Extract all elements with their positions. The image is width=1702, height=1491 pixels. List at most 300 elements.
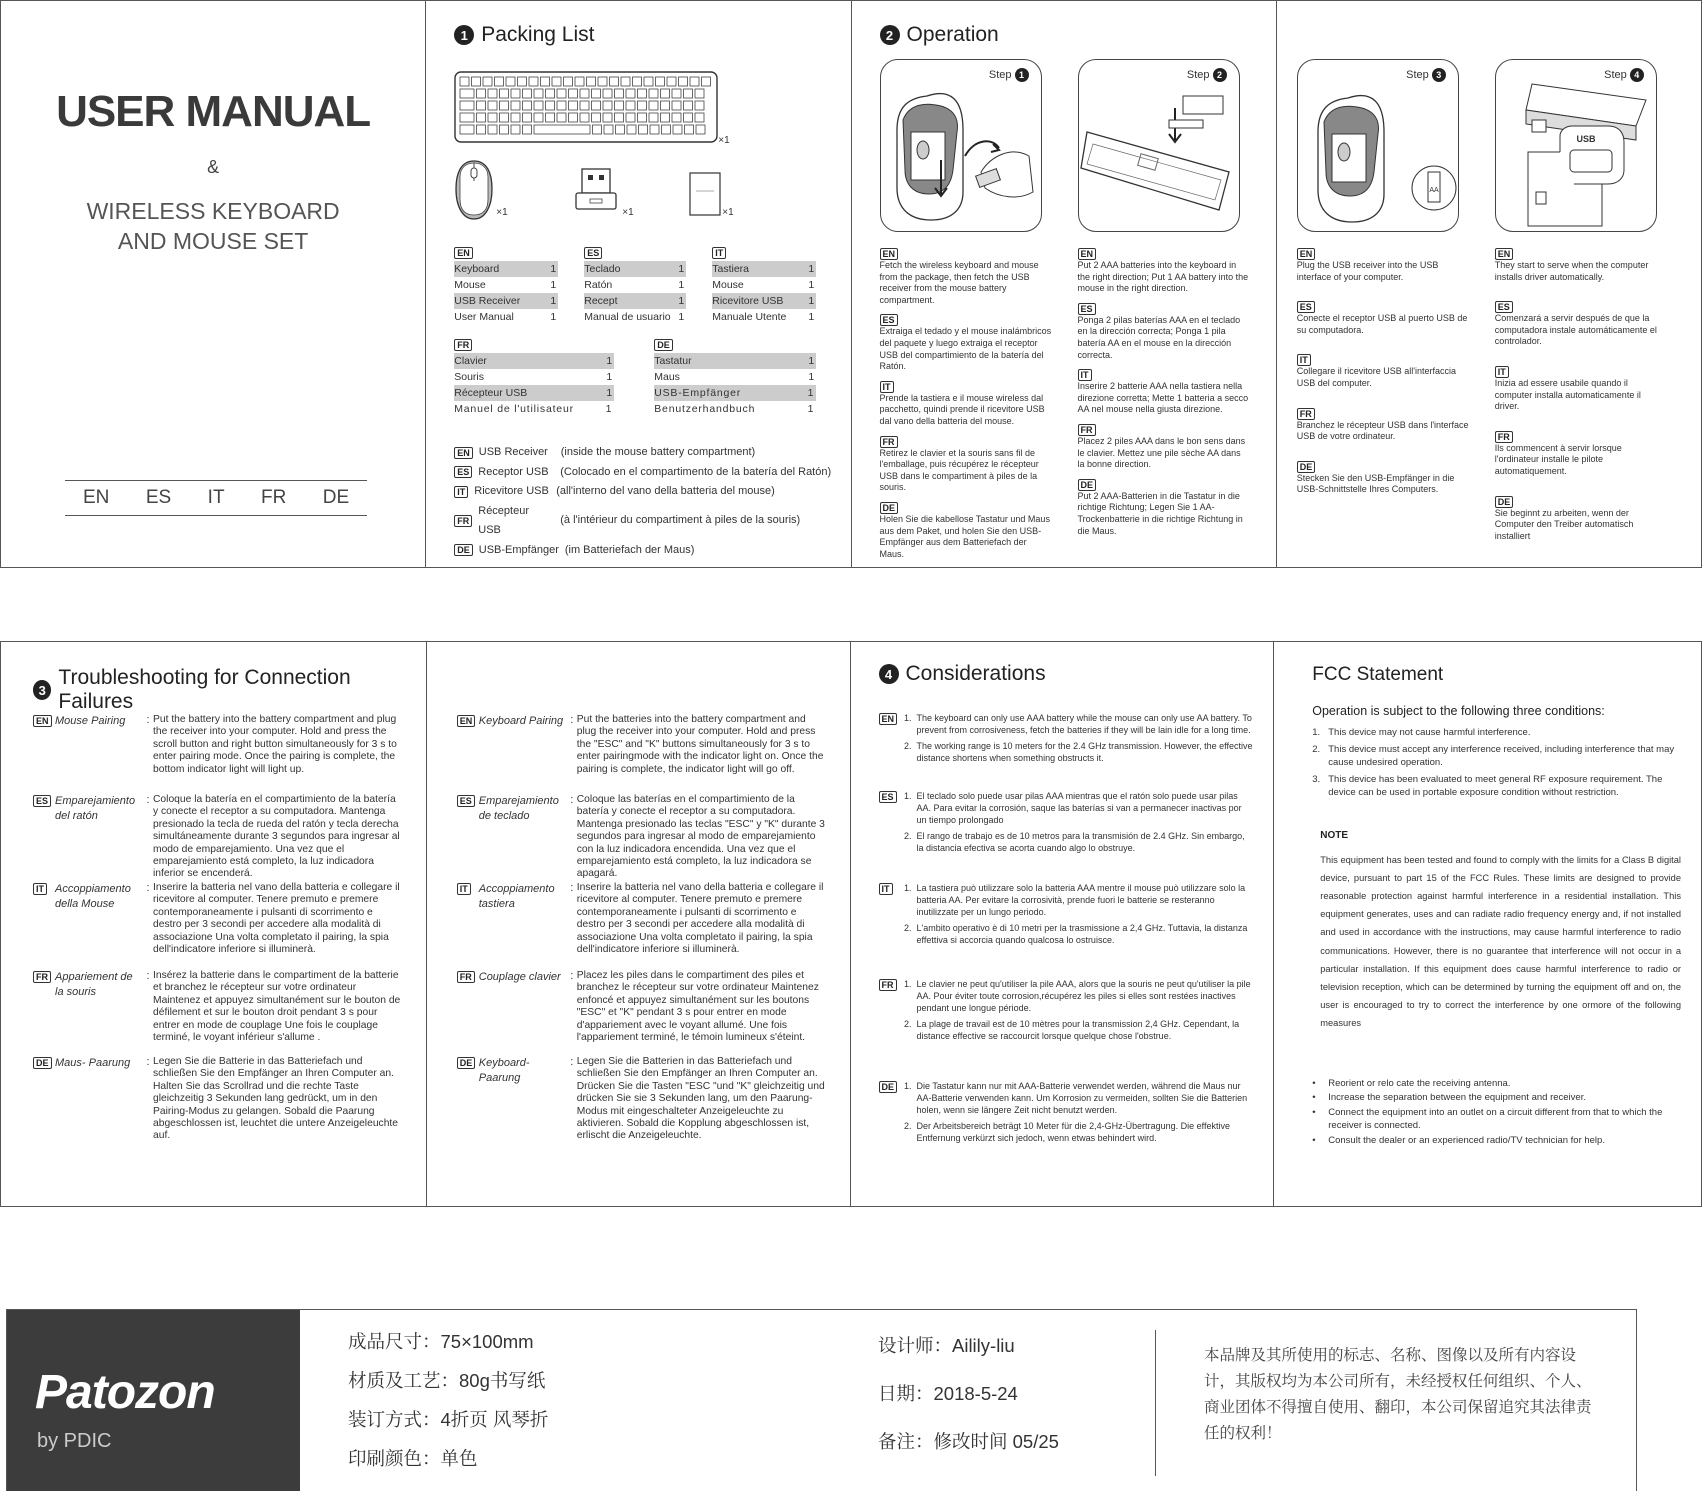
keyboard-key — [644, 77, 653, 86]
keyboard-key — [695, 113, 704, 122]
instruction-text: Put 2 AAA batteries into the keyboard in the right direction; Put 1 AA battery into the mouse in the right direction. — [1077, 260, 1249, 294]
step-word: Step — [1406, 69, 1429, 81]
cover-language: EN — [83, 487, 110, 508]
keyboard-key — [534, 101, 543, 110]
keyboard-key — [477, 89, 486, 98]
pairing-text: Put the batteries into the battery compartment and plug the receiver into your computer. Hold and press the "ESC" and "K" buttons simultaneously for 3 s to enter pairingmode with the indicator light on. Once the pairing is complete, the indicator light will go off. — [576, 714, 824, 775]
packing-row — [454, 309, 558, 325]
list-number: 3. — [1312, 773, 1321, 785]
instruction-block — [1078, 479, 1250, 537]
item-qty: 1 — [678, 295, 685, 308]
keyboard-key — [506, 77, 515, 86]
usb-note-name: Récepteur USB — [478, 504, 530, 536]
consideration-text: El teclado solo puede usar pilas AAA mientras que el ratón solo puede usar pilas AA. Para evitar la corrosión, saque las baterías si van a permanecer inactivas por un tiempo prolongado — [916, 791, 1242, 825]
keyboard-key — [575, 77, 584, 86]
item-qty: 1 — [550, 295, 557, 308]
keyboard-key — [603, 101, 612, 110]
fcc-measure-text: Reorient or relo cate the receiving antenna. — [1328, 1077, 1511, 1089]
spec-remark: 备注：修改时间 05/25 — [878, 1431, 1059, 1452]
instruction-text: Placez 2 piles AAA dans le bon sens dans le clavier. Mettez une pile sèche AA dans la bonne direction. — [1077, 435, 1246, 470]
separator: : — [570, 882, 574, 894]
separator: : — [146, 882, 150, 894]
item-qty: 1 — [808, 279, 815, 292]
item-name: Benutzerhandbuch — [654, 403, 756, 416]
lang-tag: ES — [457, 795, 475, 807]
keyboard-key — [615, 113, 624, 122]
step-number-badge: 4 — [1630, 68, 1644, 82]
pairing-label: Couplage clavier — [478, 971, 561, 983]
fcc-note-text: This equipment has been tested and found to comply with the limits for a Class B digital device, pursuant to part 15 of the FCC Rules. These limits are designed to provide reasonable protection against harmful interference in a residential installation. This equipment generates, uses and can radiate radio frequency energy and, if not installed and used in accordance with the instructions, may cause harmful interference to radio communications. However, there is no guarantee that interference will not occur in a particular installation. If this equipment does cause harmful interference to radio or television reception, which can be determined by turning the equipment off and on, the user is encouraged to try to correct the interference by one ormore of the following measures — [1320, 854, 1681, 1029]
pairing-instruction — [457, 882, 826, 956]
packing-row — [584, 261, 686, 277]
packing-row — [454, 293, 558, 309]
keyboard-key — [695, 89, 704, 98]
instruction-text: Ponga 2 pilas baterías AAA en el teclado en la dirección correcta; Ponga 1 pila batería AA en el mouse en la dirección correcta. — [1077, 314, 1241, 360]
pairing-text: Placez les piles dans le compartiment des piles et branchez le récepteur sur votre ordinateur Maintenez enfoncé et appuyez simultanément sur les boutons "ESC" et "K" pendant 3 s pour entrer en mode d'appariement avec le voyant allumé. Une fois l'appariement terminé, le témoin lumineux s'éteint. — [576, 970, 819, 1044]
packing-row — [584, 293, 686, 309]
lang-tag: IT — [33, 883, 47, 895]
list-number: 2. — [903, 741, 912, 751]
packing-row — [454, 353, 614, 369]
keyboard-key — [593, 125, 602, 134]
keyboard-illustration — [454, 71, 746, 149]
lang-tag: ES — [1078, 303, 1096, 315]
mouse-illustration — [454, 159, 494, 221]
keyboard-key — [460, 77, 469, 86]
keyboard-key — [460, 113, 474, 122]
fcc-measure — [1312, 1091, 1681, 1105]
item-name: Keyboard — [454, 263, 500, 276]
instruction-block — [1078, 424, 1250, 471]
keyboard-key — [672, 113, 681, 122]
operation-panel-continued — [1277, 1, 1701, 567]
lang-tag: EN — [454, 447, 473, 459]
item-name: USB Receiver — [454, 295, 521, 308]
instruction-block — [1495, 366, 1667, 413]
usb-note-row — [454, 443, 831, 463]
fcc-condition — [1312, 773, 1681, 800]
user-manual-quantity: ×1 — [722, 207, 734, 218]
keyboard-key — [626, 113, 635, 122]
operation-title: Operation — [906, 23, 999, 46]
usb-note-text: (im Batteriefach der Maus) — [564, 543, 695, 556]
keyboard-key — [460, 125, 474, 134]
step-word: Step — [1186, 69, 1210, 81]
keyboard-key — [598, 77, 607, 86]
lang-tag: DE — [880, 502, 899, 514]
lang-tag: IT — [454, 486, 468, 498]
keyboard-key — [649, 101, 658, 110]
keyboard-key — [638, 101, 647, 110]
packing-group-it — [712, 247, 816, 325]
step-1-instructions — [880, 248, 1052, 567]
keyboard-key — [639, 125, 648, 134]
keyboard-key — [580, 89, 589, 98]
keyboard-key — [500, 89, 509, 98]
troubleshoot-title: Troubleshooting for Connection Failures — [58, 666, 351, 713]
keyboard-key — [569, 89, 578, 98]
cover-language: IT — [207, 487, 225, 508]
instruction-text: Put 2 AAA-Batterien in die Tastatur in die richtige Richtung; Legen Sie 1 AA-Trockenbatterie in die richtige Richtung in die Maus. — [1077, 490, 1243, 536]
keyboard-key — [564, 77, 573, 86]
instruction-block — [1495, 301, 1667, 348]
list-number: 2. — [903, 923, 912, 933]
keyboard-key — [557, 101, 566, 110]
fcc-condition — [1312, 743, 1681, 770]
consideration-block — [879, 882, 1254, 950]
consideration-block — [879, 1080, 1254, 1148]
keyboard-key — [488, 125, 497, 134]
lang-tag: EN — [880, 248, 899, 260]
lang-tag: EN — [1495, 248, 1514, 260]
section-number-badge: 2 — [880, 25, 900, 45]
consideration-text: The working range is 10 meters for the 2.4 GHz transmission. However, the effective distance shortens when something obstructs it. — [916, 741, 1253, 763]
packing-row — [712, 309, 816, 325]
packing-group-es — [584, 247, 686, 325]
usb-note-row — [454, 541, 831, 561]
lang-tag: FR — [457, 971, 475, 983]
brand-logo: Patozon — [35, 1366, 215, 1419]
lang-tag: IT — [1297, 354, 1311, 366]
instruction-block — [1297, 248, 1469, 283]
instruction-block — [1495, 431, 1667, 478]
keyboard-key — [603, 89, 612, 98]
consideration-text: El rango de trabajo es de 10 metros para la transmisión de 2.4 GHz. Sin embargo, la distancia efectiva se acorta cuando algo lo obstruye. — [916, 831, 1245, 853]
keyboard-key — [696, 125, 705, 134]
keyboard-key — [587, 77, 596, 86]
lang-tag: IT — [879, 883, 893, 895]
lang-tag: EN — [879, 713, 898, 725]
keyboard-key — [626, 101, 635, 110]
packing-row — [454, 401, 614, 417]
brand-block — [7, 1310, 300, 1491]
pairing-label: Accoppiamento tastiera — [478, 883, 555, 910]
instruction-block — [1297, 461, 1469, 496]
instruction-text: Conecte el receptor USB al puerto USB de su computadora. — [1296, 313, 1468, 335]
instruction-block — [1078, 369, 1250, 416]
lang-tag: ES — [33, 795, 51, 807]
keyboard-quantity: ×1 — [718, 135, 730, 146]
keyboard-key — [534, 89, 543, 98]
item-name: Recept — [584, 295, 618, 308]
keyboard-key — [552, 77, 561, 86]
keyboard-key — [672, 89, 681, 98]
keyboard-key — [511, 125, 520, 134]
keyboard-key — [477, 113, 486, 122]
instruction-block — [880, 502, 1052, 560]
keyboard-key — [695, 101, 704, 110]
cover-subtitle — [1, 196, 425, 256]
keyboard-key — [541, 77, 550, 86]
keyboard-key — [460, 89, 474, 98]
item-qty: 1 — [808, 263, 815, 276]
mouse-battery-icon — [1298, 60, 1459, 232]
usb-note-text: (à l'intérieur du compartiment à piles de la souris) — [560, 514, 801, 527]
keyboard-key — [546, 113, 555, 122]
item-name: Manuale Utente — [712, 311, 787, 324]
fcc-measure — [1312, 1106, 1681, 1133]
mouse-underside-icon — [881, 60, 1042, 232]
instruction-text: Prende la tastiera e il mouse wireless dal pacchetto, quindi prende il ricevitore USB dal vano della batteria del mouse. — [879, 392, 1045, 426]
fcc-measure-text: Consult the dealer or an experienced radio/TV technician for help. — [1328, 1134, 1605, 1146]
instruction-text: Retirez le clavier et la souris sans fil de l'emballage, puis récupérez le récepteur USB dans le compartiment à piles de la souris. — [879, 447, 1039, 493]
keyboard-key — [650, 125, 659, 134]
fcc-panel — [1274, 642, 1701, 1206]
step-word: Step — [1604, 69, 1627, 81]
lang-tag: EN — [1078, 248, 1097, 260]
troubleshoot-heading — [33, 666, 402, 714]
item-qty: 1 — [550, 311, 557, 324]
packing-row — [584, 277, 686, 293]
consideration-text: Der Arbeitsbereich beträgt 10 Meter für die 2,4-GHz-Übertragung. Die effektive Entfernung verkürzt sich jedoch, wenn etwas behindert wird. — [916, 1121, 1230, 1143]
item-qty: 1 — [606, 371, 613, 384]
print-spec-right — [878, 1322, 1059, 1466]
keyboard-key — [523, 113, 532, 122]
lang-tag: DE — [457, 1057, 476, 1069]
instruction-text: Sie beginnt zu arbeiten, wenn der Computer den Treiber automatisch installiert — [1494, 507, 1634, 541]
fcc-title: FCC Statement — [1312, 664, 1444, 685]
instruction-block — [1297, 408, 1469, 443]
list-number: 1. — [903, 883, 912, 893]
keyboard-key — [592, 113, 601, 122]
keyboard-key — [684, 113, 693, 122]
item-qty: 1 — [807, 387, 815, 400]
lang-tag: ES — [1495, 301, 1513, 313]
item-qty: 1 — [678, 279, 685, 292]
troubleshoot-mouse-panel — [1, 642, 427, 1206]
instruction-text: Inizia ad essere usabile quando il computer installa automaticamente il driver. — [1494, 377, 1641, 412]
item-qty: 1 — [605, 403, 613, 416]
separator: : — [146, 1056, 150, 1068]
keyboard-key — [604, 125, 613, 134]
pairing-instruction — [33, 882, 402, 956]
item-name: USB-Empfänger — [654, 387, 742, 400]
packing-row — [712, 293, 816, 309]
lang-tag: DE — [654, 339, 673, 351]
item-name: Tastiera — [712, 263, 750, 276]
consideration-block — [879, 978, 1254, 1046]
lang-tag: DE — [33, 1057, 52, 1069]
keyboard-key — [615, 89, 624, 98]
instruction-block — [880, 436, 1052, 494]
keyboard-key — [557, 113, 566, 122]
item-qty: 1 — [550, 263, 557, 276]
keyboard-key — [621, 77, 630, 86]
item-qty: 1 — [808, 295, 815, 308]
pairing-text: Insérez la batterie dans le compartiment de la batterie et branchez le récepteur sur votre ordinateur Maintenez et appuyez simultanément sur le bouton de défilement et sur le bouton droit pendant 3 s pour entrer en mode de couplage Une fois le couplage terminé, le voyant inférieur s'allume . — [153, 970, 401, 1044]
instruction-text: Inserire 2 batterie AAA nella tastiera nella direzione corretta; Mette 1 batteria a secco AA nel mouse nella giusta direzione. — [1077, 381, 1249, 415]
separator: : — [570, 1056, 574, 1068]
usb-label: USB — [1576, 134, 1596, 144]
keyboard-key — [679, 77, 688, 86]
keyboard-key — [673, 125, 682, 134]
item-name: User Manual — [454, 311, 514, 324]
operation-heading — [880, 23, 1250, 47]
usb-note-name: USB Receiver — [478, 446, 548, 458]
spec-material: 材质及工艺：80g书写纸 — [348, 1370, 546, 1391]
usb-note-row — [454, 482, 831, 502]
keyboard-key — [488, 101, 497, 110]
pairing-instruction — [457, 1056, 826, 1143]
keyboard-key — [580, 101, 589, 110]
usb-receiver-illustration — [574, 167, 622, 213]
consideration-text: Die Tastatur kann nur mit AAA-Batterie verwendet werden, während die Maus nur AA-Batterie verwenden kann. Um Korrosion zu vermeiden, sollten Sie die Batterien holen, wenn sie längere Zeit nicht benutzt werden. — [916, 1081, 1248, 1115]
section-number-badge: 1 — [454, 25, 474, 45]
fcc-measure — [1312, 1077, 1681, 1091]
pairing-label: Accoppiamento della Mouse — [55, 883, 131, 910]
keyboard-key — [592, 89, 601, 98]
pairing-text: Legen Sie die Batterie in das Batteriefach und schließen Sie den Empfänger an Ihren Computer an. Halten Sie das Scrollrad und die rechte Taste gleichzeitig 3 Sekunden lang gedrückt, um in den Pairing-Modus zu gelangen. Sobald die Paarung abgeschlossen ist, leuchtet die untere Anzeigeleuchte auf. — [153, 1056, 399, 1142]
keyboard-key — [649, 89, 658, 98]
list-number: 2. — [903, 831, 912, 841]
cover-title: USER MANUAL — [56, 87, 371, 136]
list-number: 1. — [1312, 727, 1321, 738]
lang-tag: DE — [1078, 479, 1097, 491]
keyboard-key — [546, 89, 555, 98]
pairing-text: Coloque las baterías en el compartimiento de la batería y conecte el receptor a su computadora. Mantenga presionado las teclas "ESC" y "K" durante 3 segundos para ingresar al modo de emparejamiento con la luz indicadora encendida. Una vez que el emparejamiento está completo, la luz indicadora se apagará. — [576, 794, 825, 880]
instruction-text: They start to serve when the computer installs driver automatically. — [1494, 260, 1649, 282]
keyboard-key — [661, 89, 670, 98]
consideration-text: Le clavier ne peut qu'utiliser la pile AAA, alors que la souris ne peut qu'utiliser la pile AA. Pour éviter toute corrosion,récupérez les piles si elles sont restées inactives pendant une longue période. — [916, 979, 1251, 1013]
instruction-block — [1495, 248, 1667, 283]
keyboard-key — [534, 125, 590, 134]
item-name: Ricevitore USB — [712, 295, 784, 308]
middle-sheet — [0, 641, 1702, 1207]
keyboard-key — [702, 77, 711, 86]
lang-tag: DE — [879, 1081, 898, 1093]
consideration-text: La tastiera può utilizzare solo la batteria AAA mentre il mouse può utilizzare solo la batteria AA. Per evitare la corrosività, prende fuori le batterie se resteranno inutilizzate per un lungo periodo. — [916, 883, 1246, 917]
instruction-block — [1078, 303, 1250, 361]
keyboard-key — [500, 101, 509, 110]
separator: : — [146, 970, 150, 982]
pairing-text: Inserire la batteria nel vano della batteria e collegare il ricevitore al computer. Tenere premuto e premere contemporaneamente i pulsanti di scorrimento e destro per 3 secondi per accedere alla modalità di associazione Una volta completato il pairing, la spia dell'indicatore inferiore si illuminerà. — [576, 882, 824, 956]
keyboard-key — [511, 113, 520, 122]
fcc-measure-text: Connect the equipment into an outlet on a circuit different from that to which the receiver is connected. — [1328, 1106, 1663, 1132]
fcc-note-title: NOTE — [1320, 829, 1349, 841]
pairing-text: Legen Sie die Batterien in das Batteriefach und schließen Sie den Empfänger an Ihren Computer an. Drücken Sie die Tasten "ESC "und "K" gleichzeitig und drücken Sie sie 3 Sekunden lang, um den Paarung-Modus mit eingeschalteter Anzeigeleuchte zu aktivieren. Sobald die Kopplung abgeschlossen ist, erlischt die Anzeigeleuchte. — [576, 1056, 825, 1142]
packing-row — [654, 385, 816, 401]
packing-row — [654, 353, 816, 369]
lang-tag: EN — [454, 247, 473, 259]
pairing-instruction — [457, 970, 826, 1044]
usb-note-text: (all'interno del vano della batteria del mouse) — [556, 485, 775, 497]
keyboard-key — [685, 125, 694, 134]
keyboard-key — [477, 125, 486, 134]
spec-designer: 设计师：Ailily-liu — [878, 1335, 1015, 1356]
fcc-condition-text: This device may not cause harmful interference. — [1328, 727, 1531, 738]
lang-tag: DE — [1495, 496, 1514, 508]
fcc-condition — [1312, 726, 1681, 740]
list-number: 2. — [903, 1019, 912, 1029]
item-name: Maus — [654, 371, 680, 384]
item-qty: 1 — [606, 387, 613, 400]
item-name: Mouse — [454, 279, 486, 292]
lang-tag: DE — [454, 544, 473, 556]
item-name: Tastatur — [654, 355, 692, 368]
item-qty: 1 — [606, 355, 613, 368]
item-qty: 1 — [808, 355, 815, 368]
step-1-illustration — [880, 59, 1042, 232]
lang-tag: IT — [880, 381, 894, 393]
keyboard-key — [592, 101, 601, 110]
lang-tag: FR — [880, 436, 898, 448]
keyboard-key — [649, 113, 658, 122]
considerations-heading — [879, 662, 1248, 686]
pairing-label: Maus- Paarung — [55, 1057, 131, 1069]
usb-receiver-location-list — [454, 443, 831, 560]
keyboard-key — [523, 89, 532, 98]
item-name: Clavier — [454, 355, 487, 368]
separator: : — [146, 794, 150, 806]
cover-subtitle-line-1: WIRELESS KEYBOARD — [86, 198, 340, 224]
lang-tag: ES — [584, 247, 602, 259]
considerations-title: Considerations — [905, 662, 1046, 685]
instruction-text: Holen Sie die kabellose Tastatur und Maus aus dem Paket, und holen Sie den USB-Empfänger aus dem Batteriefach der Maus. — [879, 513, 1050, 559]
spec-date: 日期：2018-5-24 — [878, 1383, 1018, 1404]
packing-group-en — [454, 247, 558, 325]
keyboard-key — [529, 77, 538, 86]
packing-row — [654, 401, 816, 417]
lang-tag: IT — [712, 247, 726, 259]
item-name: Souris — [454, 371, 485, 384]
packing-list-title: Packing List — [481, 23, 595, 46]
bullet-icon: • — [1312, 1077, 1316, 1089]
step-2-instructions — [1078, 248, 1250, 545]
keyboard-key — [557, 89, 566, 98]
pairing-instruction — [33, 970, 402, 1044]
brand-tagline: by PDIC — [37, 1430, 112, 1452]
step-number-badge: 1 — [1015, 68, 1029, 82]
item-qty: 1 — [808, 371, 815, 384]
list-number: 1. — [903, 979, 912, 989]
lang-tag: FR — [1078, 424, 1096, 436]
keyboard-key — [661, 101, 670, 110]
pairing-label: Mouse Pairing — [55, 715, 126, 727]
usb-note-name: Receptor USB — [478, 465, 549, 478]
item-qty: 1 — [678, 263, 685, 276]
pairing-label: Appariement de la souris — [55, 971, 133, 998]
fcc-subtitle: Operation is subject to the following three conditions: — [1312, 704, 1605, 718]
instruction-text: Branchez le récepteur USB dans l'interface USB de votre ordinateur. — [1296, 419, 1469, 442]
lang-tag: ES — [879, 791, 897, 803]
section-number-badge: 3 — [33, 680, 51, 700]
list-number: 1. — [903, 713, 912, 723]
item-qty: 1 — [550, 279, 557, 292]
keyboard-key — [661, 113, 670, 122]
cover-language: ES — [145, 487, 172, 508]
packing-row — [712, 261, 816, 277]
cover-ampersand: & — [207, 157, 220, 177]
keyboard-key — [672, 101, 681, 110]
mouse-quantity: ×1 — [496, 207, 508, 218]
step-3-instructions — [1297, 248, 1469, 514]
fcc-condition-text: This device has been evaluated to meet general RF exposure requirement. The device can be used in portable exposure condition without restriction. — [1328, 773, 1663, 798]
keyboard-key — [662, 125, 671, 134]
keyboard-key — [690, 77, 699, 86]
keyboard-key — [638, 89, 647, 98]
troubleshoot-keyboard-panel — [427, 642, 851, 1206]
lang-tag: EN — [33, 715, 52, 727]
step-4-instructions — [1495, 248, 1667, 560]
item-name: Teclado — [584, 263, 621, 276]
lang-tag: EN — [457, 715, 476, 727]
footer-divider — [1155, 1330, 1156, 1476]
keyboard-key — [603, 113, 612, 122]
cover-subtitle-line-2: AND MOUSE SET — [117, 228, 309, 254]
separator: : — [570, 714, 574, 726]
keyboard-key — [523, 101, 532, 110]
usb-note-name: USB-Empfänger — [478, 543, 559, 556]
